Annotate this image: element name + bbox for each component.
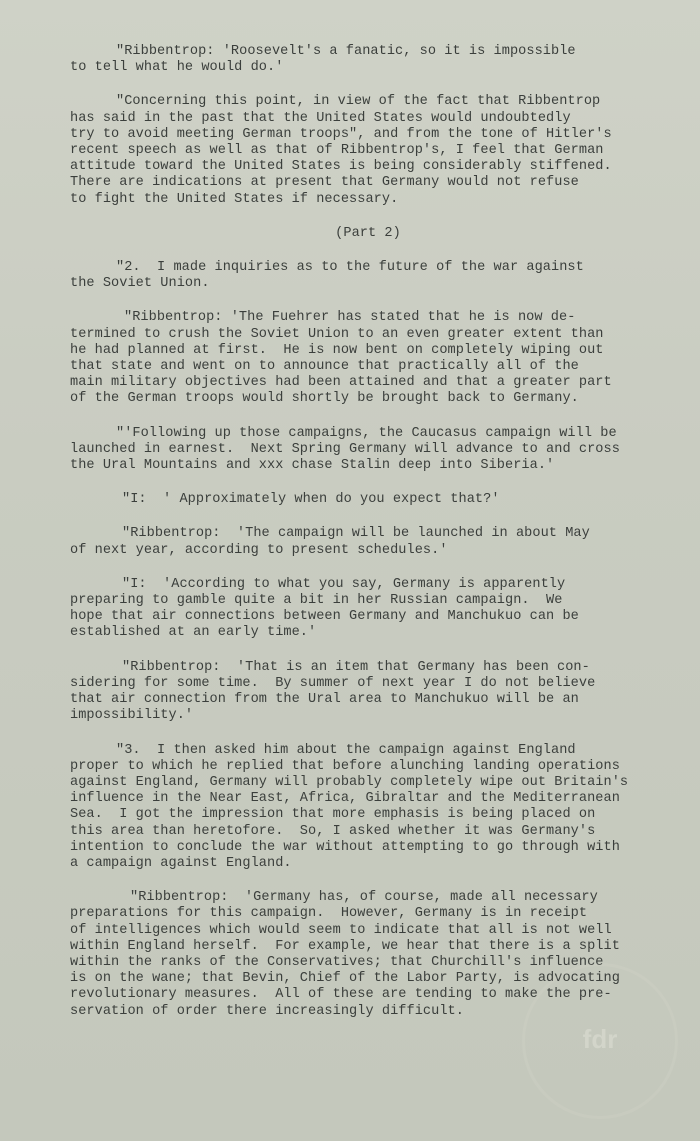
text-line: of the German troops would shortly be brought back to Germany. [70, 391, 579, 407]
section-heading [70, 226, 666, 242]
text-line: that state and went on to announce that practically all of the [70, 359, 579, 375]
text-line: "I: 'According to what you say, Germany is apparently [122, 576, 566, 592]
text-line: "Ribbentrop: 'Germany has, of course, made all necessary [130, 890, 598, 906]
text-line: to tell what he would do.' [70, 60, 284, 76]
text-line: established at an early time.' [70, 625, 317, 641]
text-line: "Ribbentrop: 'The campaign will be launched in about May [122, 526, 590, 542]
text-line: he had planned at first. He is now bent on completely wiping out [70, 342, 604, 358]
paragraph [70, 526, 666, 558]
text-line: There are indications at present that Germany would not refuse [70, 175, 579, 191]
text-line: servation of order there increasingly difficult. [70, 1003, 464, 1019]
paragraph [70, 660, 666, 725]
paragraph [70, 577, 666, 642]
text-line: within the ranks of the Conservatives; that Churchill's influence [70, 954, 604, 970]
text-line: this area than heretofore. So, I asked whether it was Germany's [70, 823, 596, 839]
text-line: hope that air connections between Germany and Manchukuo can be [70, 609, 579, 625]
paragraph [70, 492, 666, 508]
text-line: sidering for some time. By summer of next year I do not believe [70, 675, 596, 691]
text-line: "3. I then asked him about the campaign against England [116, 742, 576, 758]
text-line: influence in the Near East, Africa, Gibraltar and the Mediterranean [70, 791, 620, 807]
text-line: "Ribbentrop: 'That is an item that Germany has been con- [122, 659, 590, 675]
document-body [70, 44, 666, 1020]
text-line: "2. I made inquiries as to the future of the war against [116, 260, 584, 276]
paragraph [70, 94, 666, 207]
text-line: "Concerning this point, in view of the fact that Ribbentrop [116, 94, 601, 110]
text-line: the Ural Mountains and xxx chase Stalin deep into Siberia.' [70, 458, 555, 474]
paragraph [70, 310, 666, 407]
paragraph [70, 44, 666, 76]
text-line: that air connection from the Ural area to Manchukuo will be an [70, 692, 579, 708]
watermark-text: fdr [582, 1024, 618, 1054]
text-line: has said in the past that the United States would undoubtedly [70, 110, 571, 126]
text-line: "I: ' Approximately when do you expect that?' [122, 492, 500, 508]
library-seal-watermark [522, 963, 678, 1119]
text-line: termined to crush the Soviet Union to an even greater extent than [70, 326, 604, 342]
text-line: "Ribbentrop: 'Roosevelt's a fanatic, so it is impossible [116, 44, 576, 59]
text-line: attitude toward the United States is being considerably stiffened. [70, 159, 612, 175]
text-line: preparing to gamble quite a bit in her Russian campaign. We [70, 593, 563, 609]
paragraph [70, 743, 666, 873]
text-line: a campaign against England. [70, 855, 292, 871]
text-line: "Ribbentrop: 'The Fuehrer has stated that he is now de- [124, 310, 576, 326]
text-line: try to avoid meeting German troops", and from the tone of Hitler's [70, 126, 612, 142]
paragraph [70, 426, 666, 475]
text-line: launched in earnest. Next Spring Germany will advance to and cross [70, 441, 620, 457]
text-line: intention to conclude the war without attempting to go through with [70, 839, 620, 855]
text-line: preparations for this campaign. However, Germany is in receipt [70, 906, 588, 922]
text-line: to fight the United States if necessary. [70, 191, 399, 207]
text-line: the Soviet Union. [70, 276, 210, 292]
text-line: against England, Germany will probably completely wipe out Britain's [70, 774, 629, 790]
text-line: Sea. I got the impression that more emphasis is being placed on [70, 807, 596, 823]
text-line: revolutionary measures. All of these are tending to make the pre- [70, 987, 612, 1003]
text-line: proper to which he replied that before alunching landing operations [70, 758, 620, 774]
text-line: "'Following up those campaigns, the Caucasus campaign will be [116, 425, 617, 441]
text-line: main military objectives had been attained and that a greater part [70, 375, 612, 391]
text-line: of intelligences which would seem to indicate that all is not well [70, 922, 612, 938]
text-line: recent speech as well as that of Ribbentrop's, I feel that German [70, 143, 604, 159]
text-line: within England herself. For example, we hear that there is a split [70, 938, 620, 954]
text-line: of next year, according to present schedules.' [70, 542, 448, 558]
paragraph [70, 260, 666, 292]
text-line: impossibility.' [70, 708, 194, 724]
heading-text: (Part 2) [335, 225, 401, 241]
text-line: is on the wane; that Bevin, Chief of the Labor Party, is advocating [70, 971, 620, 987]
